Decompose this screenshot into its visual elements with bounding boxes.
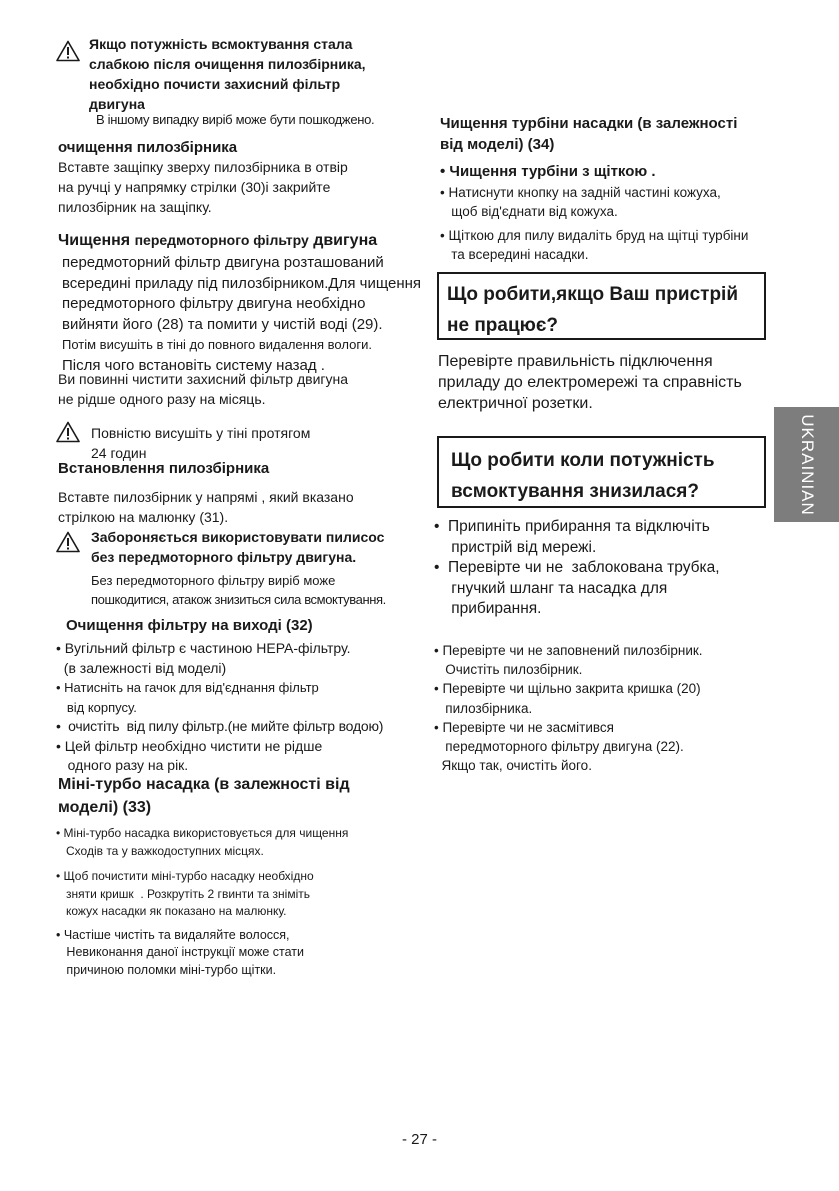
list-item: передмоторного фільтру двигуна (22). [434,739,684,755]
list-item: гнучкий шланг та насадка для [434,579,668,597]
text-line: 24 годин [91,445,147,461]
text-line: Невиконання даної інструкції може стати [56,945,305,959]
list-item: (в залежності від моделі) [56,659,227,676]
list-item: • Перевірте чи не засмітився [434,719,614,735]
list-item: • Натисніть на гачок для від'єднання фільтр [56,680,319,695]
list-item: • Цей фільтр необхідно чистити не рідше [56,737,323,754]
section-box-suction-reduced [437,436,766,508]
text-line: пилозбірник на защіпку. [58,199,212,215]
list-item [440,184,748,221]
list-item [56,927,348,980]
heading-install-bin: Встановлення пилозбірника [58,460,270,477]
list-item: • очистіть від пилу фільтр.(не мийте фільтр водою) [56,718,384,734]
text-line: Що робити коли потужність [451,450,715,471]
text-line: Після чого встановіть систему назад . [62,356,325,374]
section-box-not-working [437,272,766,340]
text-line: Сходів та у важкодоступних місцях. [56,843,264,858]
text-line: всередині приладу під пилозбірником.Для чищення [62,274,422,292]
warning-no-filter [91,527,384,567]
text-line: приладу до електромережі та справність [438,374,742,391]
heading-part: двигуна [313,232,378,249]
heading-mini-turbo [58,773,350,819]
warning-icon [56,421,80,443]
list-item: пристрій від мережі. [434,538,597,556]
text-line: Ви повинні чистити захисний фільтр двигуна [58,371,349,387]
heading-part: Чищення [58,232,131,249]
text-line: кожух насадки як показано на малюнку. [56,904,287,918]
text-line: не рідше одного разу на місяць. [58,391,266,407]
list-item: одного разу на рік. [56,757,189,773]
text-line: на ручці у напрямку стрілки (30)і закрийте [58,179,331,195]
text-line: Вставте пилозбірник у напрямі , який вказано [58,489,354,505]
suction-reduced-list [434,517,720,620]
text-line: стрілкою на малюнку (31). [58,509,229,525]
premotor-filter-text [62,253,421,376]
text-line: • Частіше чистіть та видаляйте волосся, [56,927,290,942]
text-line: слабкою після очищення пилозбірника, [89,56,366,72]
list-item: від корпусу. [56,699,137,715]
warning-suction-weak [89,34,366,114]
language-tab [774,407,839,522]
list-item: Очистіть пилозбірник. [434,662,583,678]
text-line: передмоторний фільтр двигуна розташований [62,254,384,271]
list-item: • Перевірте чи не заблокована трубка, [434,559,720,576]
list-item: • Вугільний фільтр є частиною HEPA-фільтру. [56,640,351,656]
text-line: Чищення турбіни насадки (в залежності [440,115,738,132]
text-line: моделі) (33) [58,799,152,816]
list-item: Якщо так, очистіть його. [434,758,592,774]
text-line: • Щоб почистити міні-турбо насадку необхідно [56,869,314,883]
warning-icon [56,531,80,553]
heading-part: передмоторного фільтру [134,232,309,248]
text-line: необхідно почисти захисний фільтр [89,76,341,92]
text-line: Що робити,якщо Ваш пристрій [447,284,739,305]
text-line: причиною поломки міні-турбо щітки. [56,962,277,977]
text-line: та всередині насадки. [440,246,589,262]
text-line: не працює? [447,315,558,336]
list-item: пилозбірника. [434,700,533,716]
text-line: двигуна [89,96,145,112]
text-line: Без передмоторного фільтру виріб може [91,573,336,588]
heading-turbine [440,113,737,155]
exhaust-filter-list [56,639,383,776]
list-item [440,227,748,264]
dust-bin-cleaning-text [58,157,348,217]
text-line: • Щіткою для пилу видаліть бруд на щітці турбіни [440,228,749,243]
text-line: Міні-турбо насадка (в залежності від [58,776,350,793]
turbine-list [440,184,748,264]
warning-note: В іншому випадку виріб може бути пошкоджено. [96,112,375,127]
text-line: Вставте защіпку зверху пилозбірника в отвір [58,159,348,175]
text-line: Якщо потужність всмоктування стала [89,36,353,52]
text-line: передмоторного фільтру двигуна необхідно [62,295,366,312]
text-line: зняти кришк . Розкрутіть 2 гвинти та зніміть [56,886,311,901]
heading-dust-bin-cleaning: очищення пилозбірника [58,139,238,156]
mini-turbo-list [56,825,348,979]
text-line: Повністю висушіть у тіні протягом [91,425,311,441]
list-item: • Перевірте чи не заповнений пилозбірник. [434,643,703,658]
warning-icon [56,40,80,62]
list-item: прибирання. [434,600,542,617]
text-line: Потім висушіть в тіні до повного видалення вологи. [62,337,372,352]
text-line: • Міні-турбо насадка використовується для чищення [56,826,349,840]
text-line: щоб від'єднати від кожуха. [440,203,618,219]
premotor-monthly-text [58,369,348,409]
language-tab-label: UKRAINIAN [797,413,817,516]
text-line: вийняти його (28) та помити у чистій воді (29). [62,315,383,333]
list-item: • Перевірте чи щільно закрита кришка (20) [434,681,701,697]
text-line: пошкодитися, атакож знизиться сила всмоктування. [91,592,386,607]
text-line: • Натиснути кнопку на задній частині кожуха, [440,185,721,200]
text-line: Забороняється використовувати пилисос [91,529,385,545]
list-item [56,825,348,860]
text-line: всмоктування знизилася? [451,481,699,502]
install-bin-text [58,487,354,527]
warning-no-filter-note [91,571,386,609]
checks-list [434,641,703,775]
text-line: Перевірте правильність підключення [438,353,713,370]
list-item [56,868,348,921]
not-working-text [438,351,742,414]
text-line: від моделі) (34) [440,136,555,153]
subheading-turbine-brush: • Чищення турбіни з щіткою . [440,163,656,180]
page-number: - 27 - [401,1131,437,1148]
list-item: • Припиніть прибирання та відключіть [434,518,710,535]
text-line: електричної розетки. [438,395,593,412]
warning-dry-shade [91,423,310,463]
heading-exhaust-filter: Очищення фільтру на виході (32) [66,617,313,634]
heading-premotor-filter [58,229,377,252]
text-line: без передмоторного фільтру двигуна. [91,549,357,565]
